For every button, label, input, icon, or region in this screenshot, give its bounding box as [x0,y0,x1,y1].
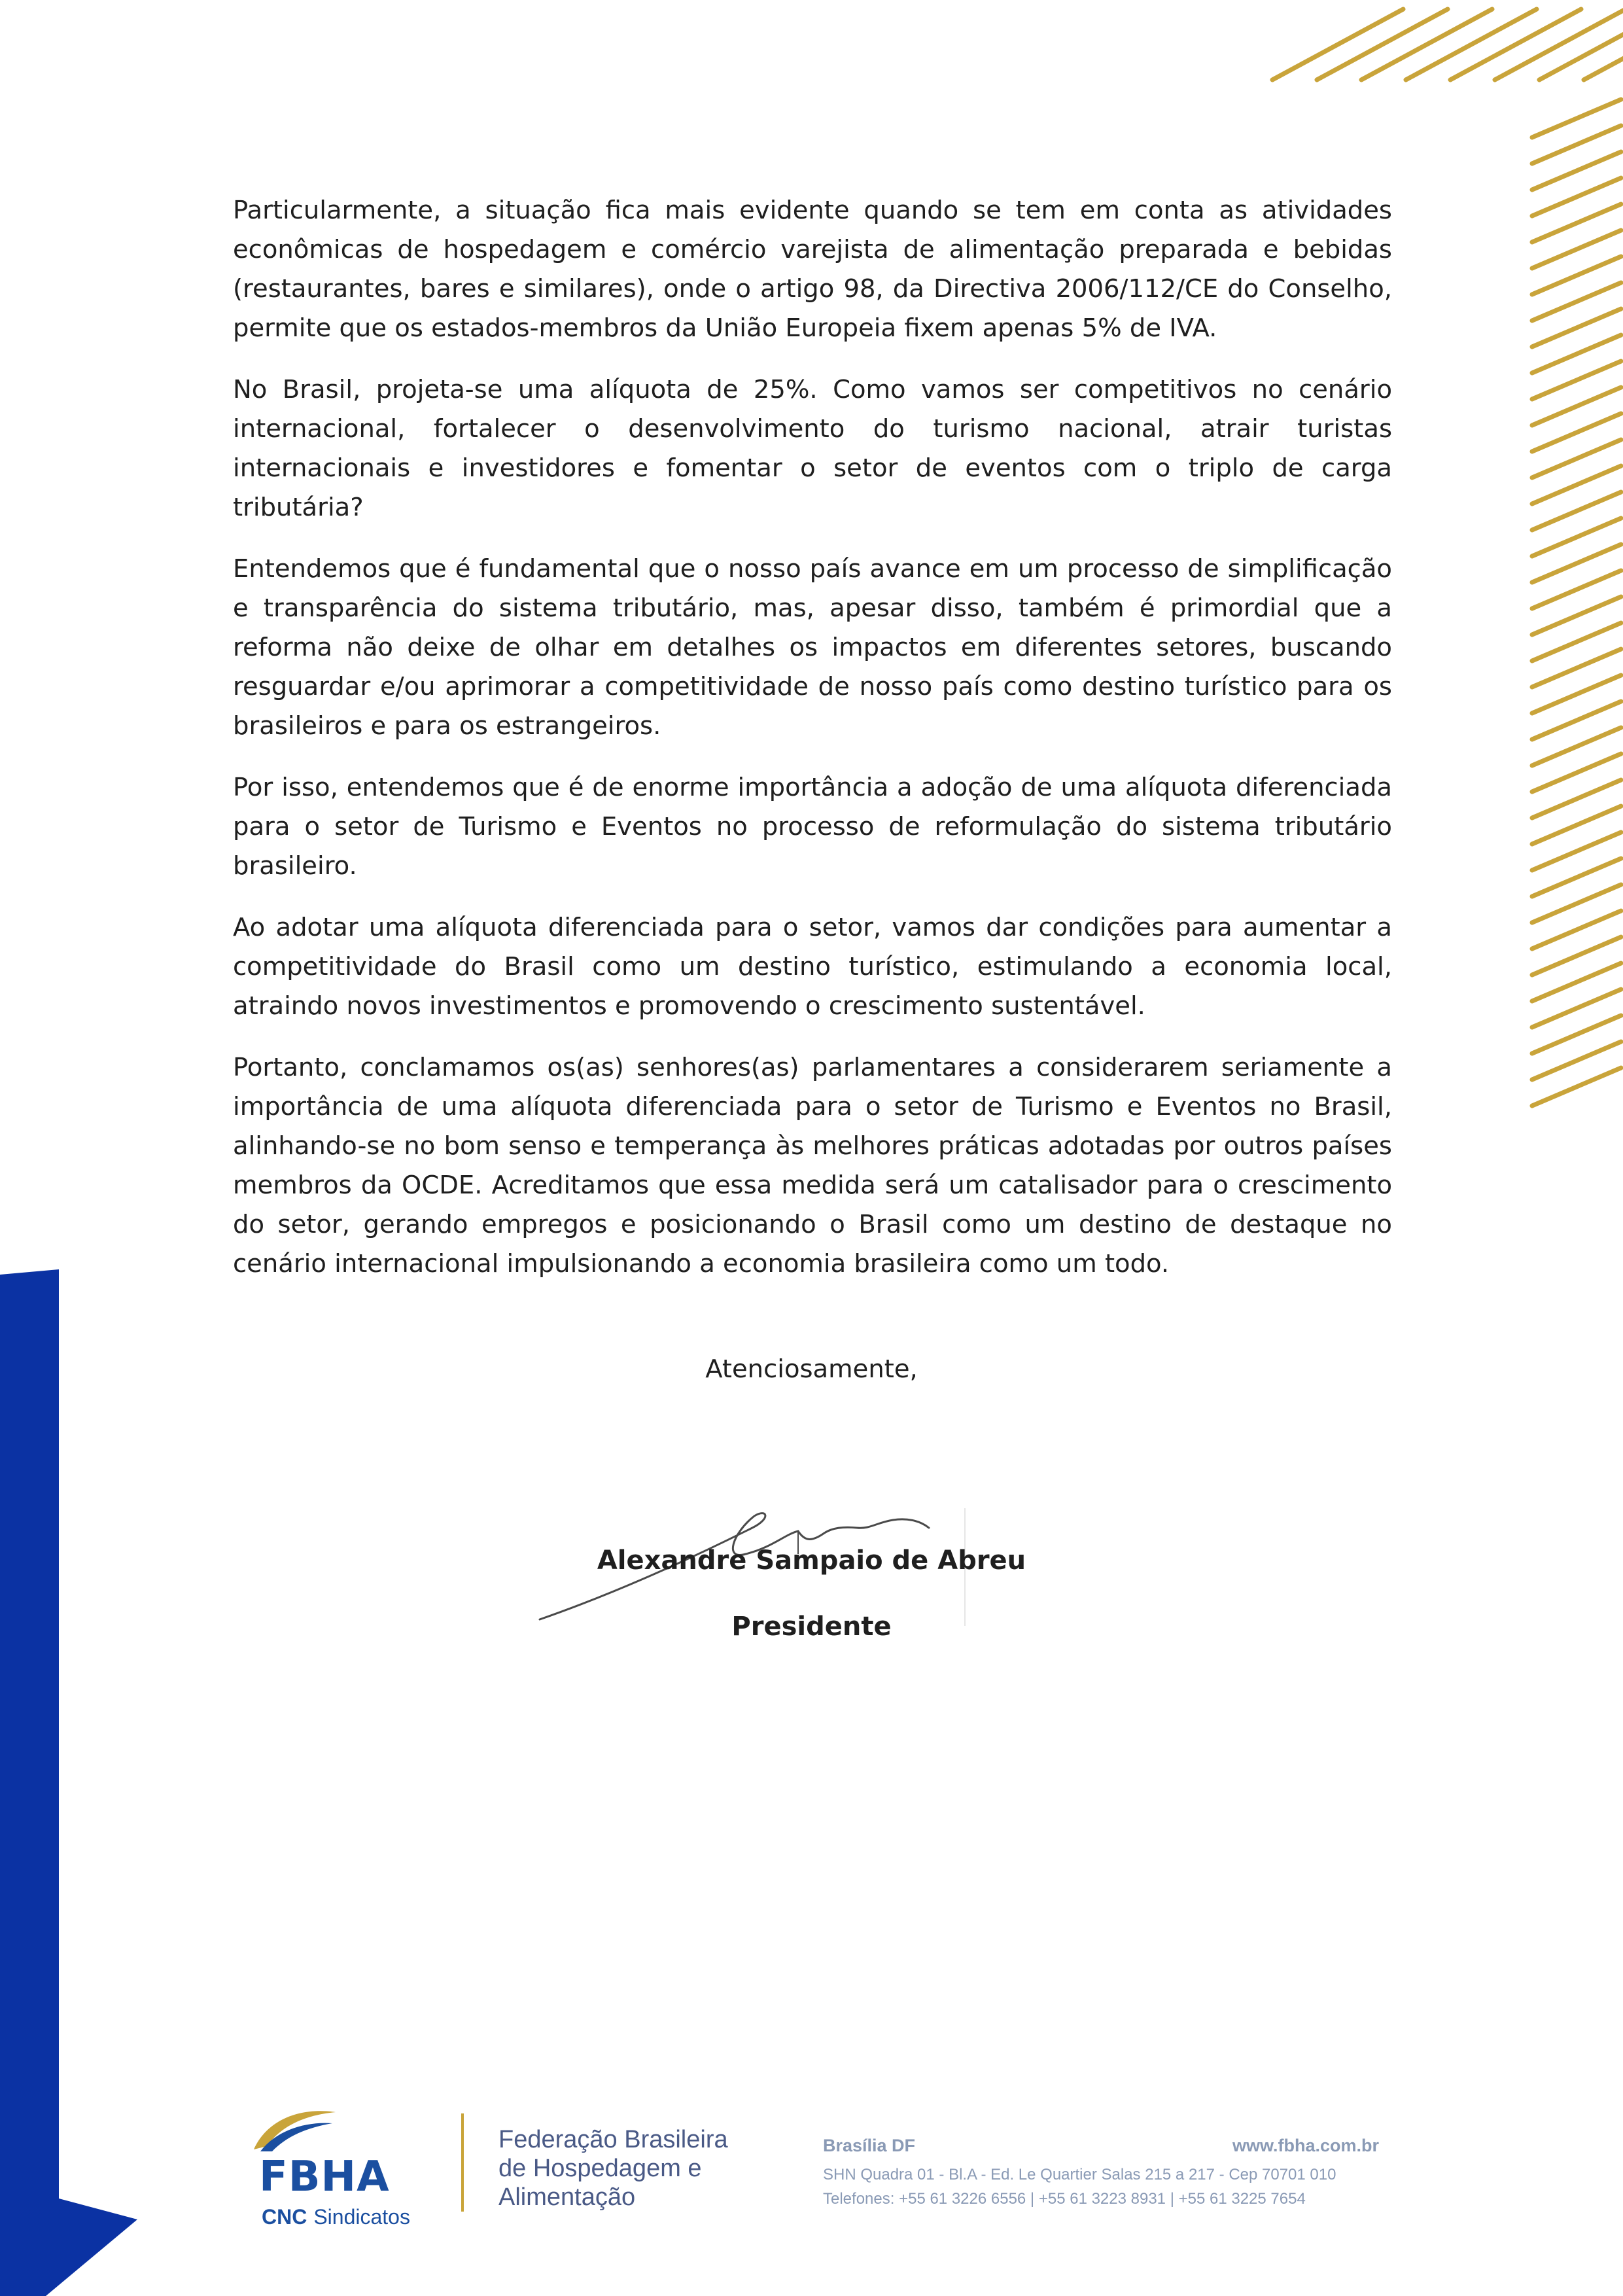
cnc-sindicatos [262,2205,410,2229]
paragraph: No Brasil, projeta-se uma alíquota de 25%. Como vamos ser competitivos no cenário internacional, fortalecer o desenvolvimento do turismo nacional, atrair turistas internacionais e investidores e fomentar o setor de eventos com o triplo de carga tributária? [233,375,1392,522]
website-link[interactable]: www.fbha.com.br [1232,2136,1379,2155]
address: SHN Quadra 01 - Bl.A - Ed. Le Quartier Salas 215 a 217 - Cep 70701 010 [823,2166,1336,2183]
phone-numbers: Telefones: +55 61 3226 6556 | +55 61 3223 8931 | +55 61 3225 7654 [823,2190,1306,2208]
paragraph: Portanto, conclamamos os(as) senhores(as) parlamentares a considerarem seriamente a importância de uma alíquota diferenciada para o setor de Turismo e Eventos no Brasil, alinhando-se no bom senso e temperança às melhores práticas adotadas por outros países membros da OCDE. Acreditamos que essa medida será um catalisador para o crescimento do setor, gerando empregos e posicionando o Brasil como um destino de destaque no cenário internacional impulsionando a economia brasileira como um todo. [233,1053,1392,1279]
logo-text: FBHA [259,2153,390,2201]
paragraph: Particularmente, a situação fica mais evidente quando se tem em conta as atividades econômicas de hospedagem e comércio varejista de alimentação preparada e bebidas (restaurantes, bares e similares), onde o artigo 98, da Directiva 2006/112/CE do Conselho, permite que os estados-membros da União Europeia fixem apenas 5% de IVA. [233,196,1392,343]
fbha-logo [247,2100,444,2229]
logo-wing-icon [247,2100,339,2153]
paragraph: Ao adotar uma alíquota diferenciada para o setor, vamos dar condições para aumentar a competitividade do Brasil como um destino turístico, estimulando a economia local, atraindo novos investimentos e promovendo o crescimento sustentável. [233,913,1392,1021]
federation-name [498,2125,747,2212]
paragraph: Por isso, entendemos que é de enorme importância a adoção de uma alíquota diferenciada para o setor de Turismo e Eventos no processo de reformulação do sistema tributário brasileiro. [233,773,1392,881]
federation-name-line: de Hospedagem e [498,2155,702,2182]
gold-stripes-right [1532,99,1621,1106]
closing-salutation: Atenciosamente, [705,1354,918,1384]
cnc-mark: CNC [262,2205,307,2229]
cnc-label: Sindicatos [313,2205,410,2229]
footer-divider [461,2113,464,2212]
gold-stripes-top [1272,9,1623,80]
federation-name-line: Alimentação [498,2183,636,2211]
paragraph: Entendemos que é fundamental que o nosso país avance em um processo de simplificação e transparência do sistema tributário, mas, apesar disso, também é primordial que a reforma não deixe de olhar em detalhes os impactos em diferentes setores, buscando resguardar e/ou aprimorar a competitividade de nosso país como destino turístico para os brasileiros e para os estrangeiros. [233,554,1392,741]
federation-name-line: Federação Brasileira [498,2126,728,2153]
city: Brasília DF [823,2136,916,2155]
signer-title: Presidente [731,1612,892,1642]
signer-name: Alexandre Sampaio de Abreu [597,1545,1026,1576]
letter-body [233,191,1392,1306]
letterhead-footer [0,2081,1623,2238]
